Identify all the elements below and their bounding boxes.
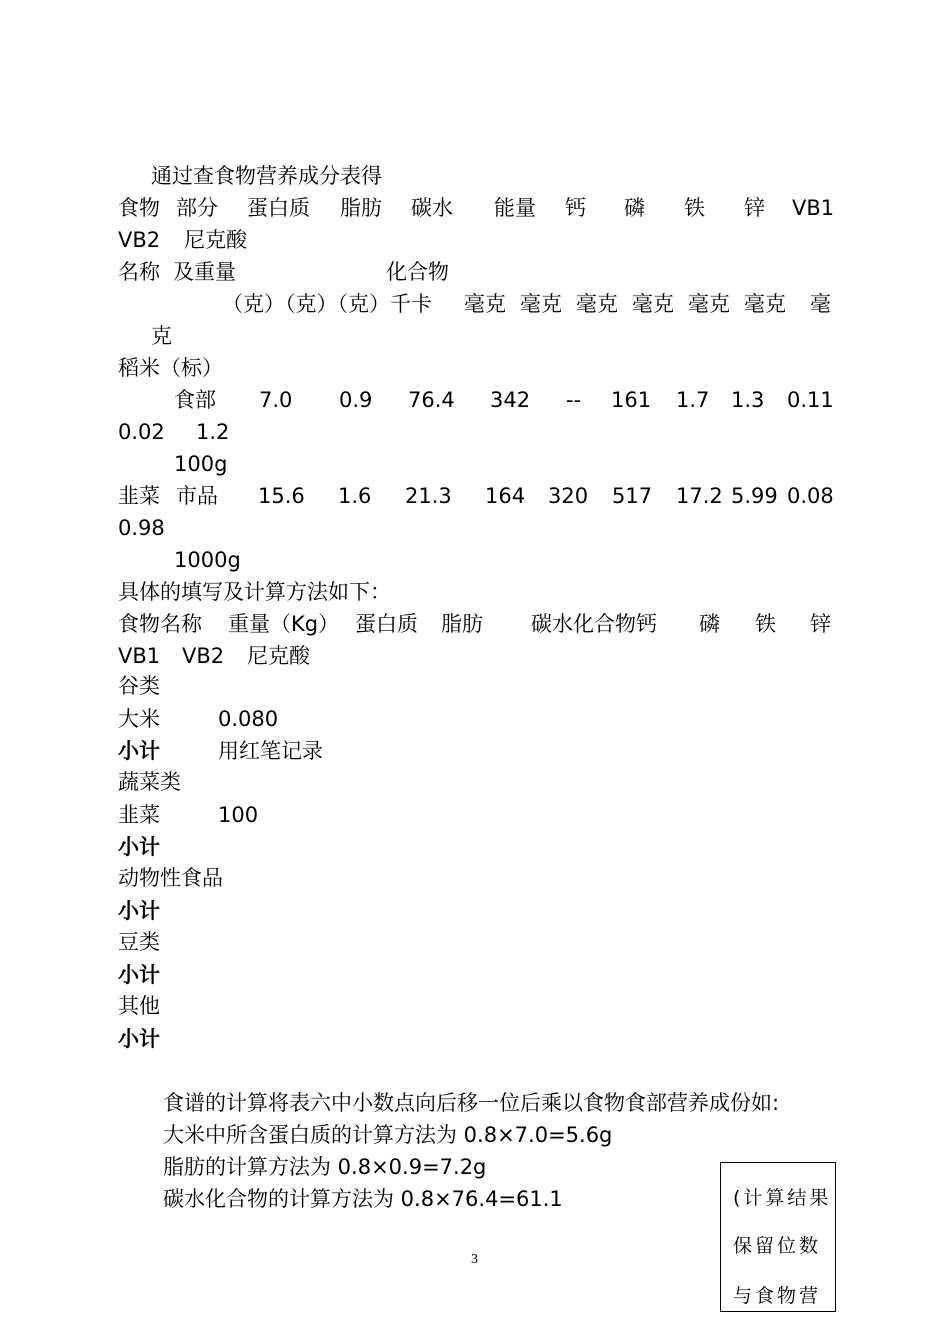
- rice-entry-name: 大米: [118, 707, 160, 731]
- rice-phosphorus: 161: [611, 388, 652, 412]
- calc-header-niacin: 尼克酸: [247, 644, 310, 668]
- leek-entry-weight: 100: [218, 803, 259, 827]
- leek-vb1: 0.08: [787, 484, 834, 508]
- calc-header-weight: 重量（Kg）: [228, 612, 340, 636]
- rice-vb1: 0.11: [787, 388, 834, 412]
- rice-weight: 100g: [174, 452, 228, 476]
- col-header-compound: 化合物: [386, 260, 449, 284]
- unit-mg: 毫克: [464, 292, 506, 316]
- rice-entry-weight: 0.080: [218, 707, 279, 731]
- calc-header-carb-calcium: 碳水化合物钙: [531, 612, 657, 636]
- leek-phosphorus: 517: [612, 484, 653, 508]
- leek-protein: 15.6: [258, 484, 305, 508]
- leek-name: 韭菜: [118, 484, 160, 508]
- rice-fat: 0.9: [339, 388, 373, 412]
- leek-part: 市品: [176, 484, 218, 508]
- calc-header-vb2: VB2: [182, 644, 225, 668]
- leek-energy: 164: [485, 484, 526, 508]
- rice-iron: 1.7: [676, 388, 710, 412]
- rice-protein: 7.0: [259, 388, 293, 412]
- rice-vb2: 0.02: [118, 420, 165, 444]
- rice-carb: 76.4: [408, 388, 455, 412]
- side-note-line: (计算结果: [733, 1187, 832, 1209]
- col-header-iron: 铁: [684, 196, 705, 220]
- leek-calcium: 320: [548, 484, 589, 508]
- col-header-food: 食物: [118, 196, 160, 220]
- subtotal-grain: 小计: [118, 739, 160, 763]
- calc-note-fat: 脂肪的计算方法为 0.8×0.9=7.2g: [163, 1155, 487, 1179]
- calc-header-iron: 铁: [755, 612, 776, 636]
- unit-mg: 毫克: [688, 292, 730, 316]
- unit-mg: 毫克: [520, 292, 562, 316]
- rice-zinc: 1.3: [731, 388, 765, 412]
- col-header-part: 部分: [176, 196, 218, 220]
- subtotal-bean: 小计: [118, 963, 160, 987]
- side-note-box: [720, 1162, 836, 1312]
- col-header-weight: 及重量: [173, 260, 236, 284]
- group-other: 其他: [118, 994, 160, 1018]
- col-header-carb: 碳水: [411, 196, 453, 220]
- group-vegetable: 蔬菜类: [118, 770, 181, 794]
- unit-mg-partial: 毫: [810, 292, 831, 316]
- leek-fat: 1.6: [338, 484, 372, 508]
- subtotal-animal: 小计: [118, 899, 160, 923]
- group-grain: 谷类: [118, 674, 160, 698]
- calc-note-intro: 食谱的计算将表六中小数点向后移一位后乘以食物食部营养成份如:: [163, 1091, 780, 1115]
- col-header-calcium: 钙: [565, 196, 586, 220]
- calc-header-protein: 蛋白质: [355, 612, 418, 636]
- rice-niacin: 1.2: [196, 420, 230, 444]
- col-header-phosphorus: 磷: [624, 196, 645, 220]
- calc-header-phosphorus: 磷: [699, 612, 720, 636]
- col-header-protein: 蛋白质: [247, 196, 310, 220]
- col-header-niacin: 尼克酸: [184, 228, 247, 252]
- calc-note-carb: 碳水化合物的计算方法为 0.8×76.4=61.1: [163, 1187, 563, 1211]
- subtotal-vegetable: 小计: [118, 835, 160, 859]
- rice-name: 稻米（标）: [118, 356, 223, 380]
- side-note-line: 与食物营: [733, 1285, 822, 1307]
- calc-note-protein: 大米中所含蛋白质的计算方法为 0.8×7.0=5.6g: [163, 1123, 613, 1147]
- group-animal: 动物性食品: [118, 866, 223, 890]
- rice-calcium: --: [566, 388, 582, 412]
- calc-header-fat: 脂肪: [441, 612, 483, 636]
- leek-vb2: 0.98: [118, 516, 165, 540]
- calc-header-food-name: 食物名称: [118, 612, 202, 636]
- side-note-line: 保留位数: [733, 1235, 822, 1257]
- calc-header-vb1: VB1: [118, 644, 161, 668]
- unit-mg-wrap: 克: [151, 324, 172, 348]
- subtotal-other: 小计: [118, 1027, 160, 1051]
- method-heading: 具体的填写及计算方法如下：: [118, 580, 391, 604]
- leek-iron: 17.2: [676, 484, 723, 508]
- unit-grams-kcal: （克）（克）（克）千卡: [222, 292, 432, 316]
- unit-mg: 毫克: [576, 292, 618, 316]
- col-header-vb1: VB1: [792, 196, 835, 220]
- col-header-vb2: VB2: [118, 228, 161, 252]
- group-bean: 豆类: [118, 930, 160, 954]
- unit-mg: 毫克: [744, 292, 786, 316]
- calc-header-zinc: 锌: [810, 612, 831, 636]
- leek-weight: 1000g: [174, 548, 241, 572]
- leek-zinc: 5.99: [731, 484, 778, 508]
- intro-text: 通过查食物营养成分表得: [151, 164, 382, 188]
- unit-mg: 毫克: [632, 292, 674, 316]
- col-header-name: 名称: [118, 260, 160, 284]
- rice-energy: 342: [490, 388, 531, 412]
- col-header-zinc: 锌: [744, 196, 765, 220]
- rice-part: 食部: [174, 388, 216, 412]
- col-header-energy: 能量: [494, 196, 536, 220]
- leek-entry-name: 韭菜: [118, 803, 160, 827]
- red-pen-note: 用红笔记录: [218, 739, 323, 763]
- leek-carb: 21.3: [405, 484, 452, 508]
- col-header-fat: 脂肪: [340, 196, 382, 220]
- page-number: 3: [471, 1252, 478, 1267]
